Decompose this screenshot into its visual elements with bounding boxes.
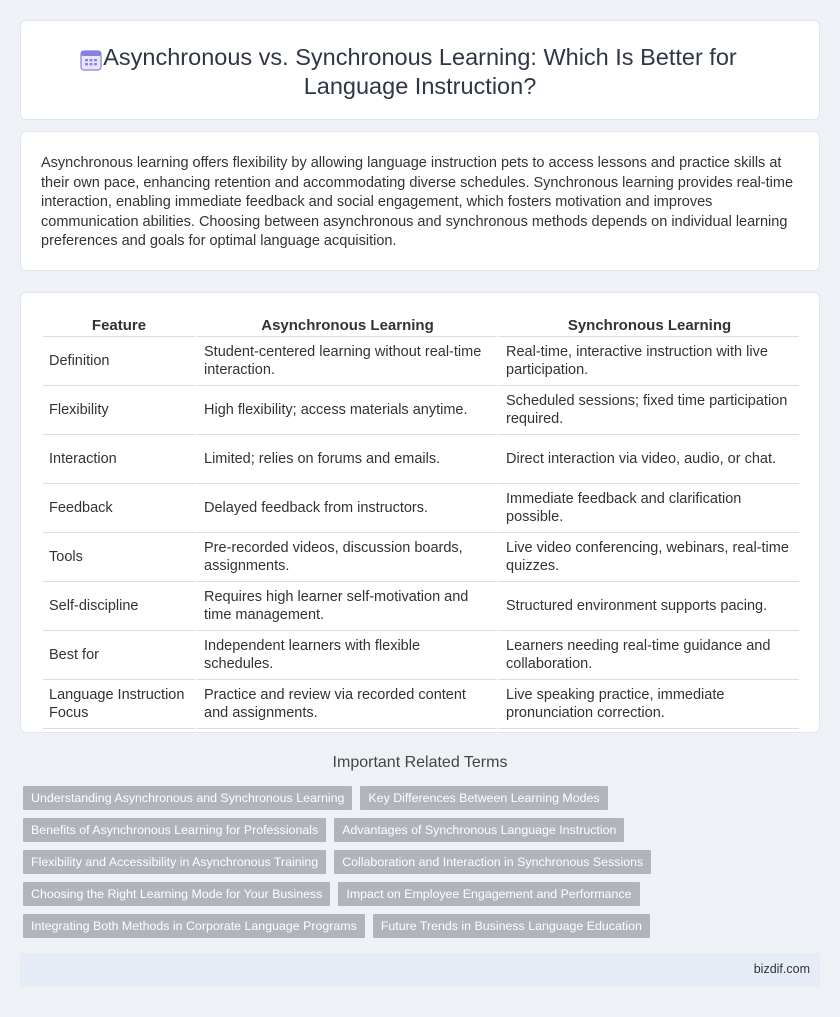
tag-row xyxy=(23,882,823,906)
asynchronous-cell: Practice and review via recorded content and assignments. xyxy=(195,680,497,729)
table-row xyxy=(43,631,799,680)
comparison-card xyxy=(20,292,820,733)
feature-cell: Self-discipline xyxy=(43,582,195,631)
table-row xyxy=(43,484,799,533)
related-term-tag[interactable]: Collaboration and Interaction in Synchronous Sessions xyxy=(334,850,651,874)
table-row xyxy=(43,435,799,484)
title-card xyxy=(20,20,820,120)
synchronous-cell: Scheduled sessions; fixed time participation required. xyxy=(497,386,799,435)
related-term-tag[interactable]: Advantages of Synchronous Language Instruction xyxy=(334,818,624,842)
column-header-feature: Feature xyxy=(43,315,195,337)
asynchronous-cell: High flexibility; access materials anytime. xyxy=(195,386,497,435)
summary-text: Asynchronous learning offers flexibility by allowing language instruction pets to access lessons and practice skills at their own pace, enhancing retention and accommodating diverse schedules. Synchronous learning provides real-time interaction, enabling immediate feedback and social engagement, which fosters motivation and improves communication abilities. Choosing between asynchronous and synchronous methods depends on individual learning preferences and goals for optimal language acquisition. xyxy=(41,155,794,250)
column-header-synchronous: Synchronous Learning xyxy=(497,315,799,337)
synchronous-cell: Direct interaction via video, audio, or chat. xyxy=(497,435,799,484)
synchronous-cell: Structured environment supports pacing. xyxy=(497,582,799,631)
feature-cell: Flexibility xyxy=(43,386,195,435)
table-row xyxy=(43,386,799,435)
comparison-table xyxy=(43,315,799,729)
asynchronous-cell: Independent learners with flexible schedules. xyxy=(195,631,497,680)
synchronous-cell: Immediate feedback and clarification possible. xyxy=(497,484,799,533)
footer xyxy=(20,953,820,986)
table-row xyxy=(43,582,799,631)
feature-cell: Language Instruction Focus xyxy=(43,680,195,729)
related-term-tag[interactable]: Understanding Asynchronous and Synchronous Learning xyxy=(23,786,352,810)
related-terms-heading: Important Related Terms xyxy=(332,754,508,771)
summary-card xyxy=(20,131,820,271)
synchronous-cell: Live speaking practice, immediate pronunciation correction. xyxy=(497,680,799,729)
tag-row xyxy=(23,850,823,874)
synchronous-cell: Real-time, interactive instruction with live participation. xyxy=(497,337,799,386)
feature-cell: Interaction xyxy=(43,435,195,484)
feature-cell: Feedback xyxy=(43,484,195,533)
tag-row xyxy=(23,914,823,938)
asynchronous-cell: Delayed feedback from instructors. xyxy=(195,484,497,533)
table-row xyxy=(43,680,799,729)
asynchronous-cell: Limited; relies on forums and emails. xyxy=(195,435,497,484)
site-link[interactable]: bizdif.com xyxy=(753,962,810,976)
related-term-tag[interactable]: Benefits of Asynchronous Learning for Professionals xyxy=(23,818,326,842)
synchronous-cell: Learners needing real-time guidance and collaboration. xyxy=(497,631,799,680)
tag-row xyxy=(23,818,823,842)
tag-row xyxy=(23,786,823,810)
asynchronous-cell: Requires high learner self-motivation and time management. xyxy=(195,582,497,631)
table-row xyxy=(43,337,799,386)
feature-cell: Best for xyxy=(43,631,195,680)
related-term-tag[interactable]: Key Differences Between Learning Modes xyxy=(360,786,607,810)
related-terms-list xyxy=(23,786,823,946)
feature-cell: Tools xyxy=(43,533,195,582)
related-term-tag[interactable]: Impact on Employee Engagement and Performance xyxy=(338,882,639,906)
table-header-row xyxy=(43,315,799,337)
related-term-tag[interactable]: Future Trends in Business Language Education xyxy=(373,914,650,938)
asynchronous-cell: Student-centered learning without real-time interaction. xyxy=(195,337,497,386)
related-term-tag[interactable]: Integrating Both Methods in Corporate Language Programs xyxy=(23,914,365,938)
column-header-asynchronous: Asynchronous Learning xyxy=(195,315,497,337)
related-term-tag[interactable]: Flexibility and Accessibility in Asynchronous Training xyxy=(23,850,326,874)
table-row xyxy=(43,533,799,582)
asynchronous-cell: Pre-recorded videos, discussion boards, assignments. xyxy=(195,533,497,582)
related-term-tag[interactable]: Choosing the Right Learning Mode for Your Business xyxy=(23,882,330,906)
page-title: Asynchronous vs. Synchronous Learning: Which Is Better for Language Instruction? xyxy=(103,44,737,99)
feature-cell: Definition xyxy=(43,337,195,386)
synchronous-cell: Live video conferencing, webinars, real-time quizzes. xyxy=(497,533,799,582)
